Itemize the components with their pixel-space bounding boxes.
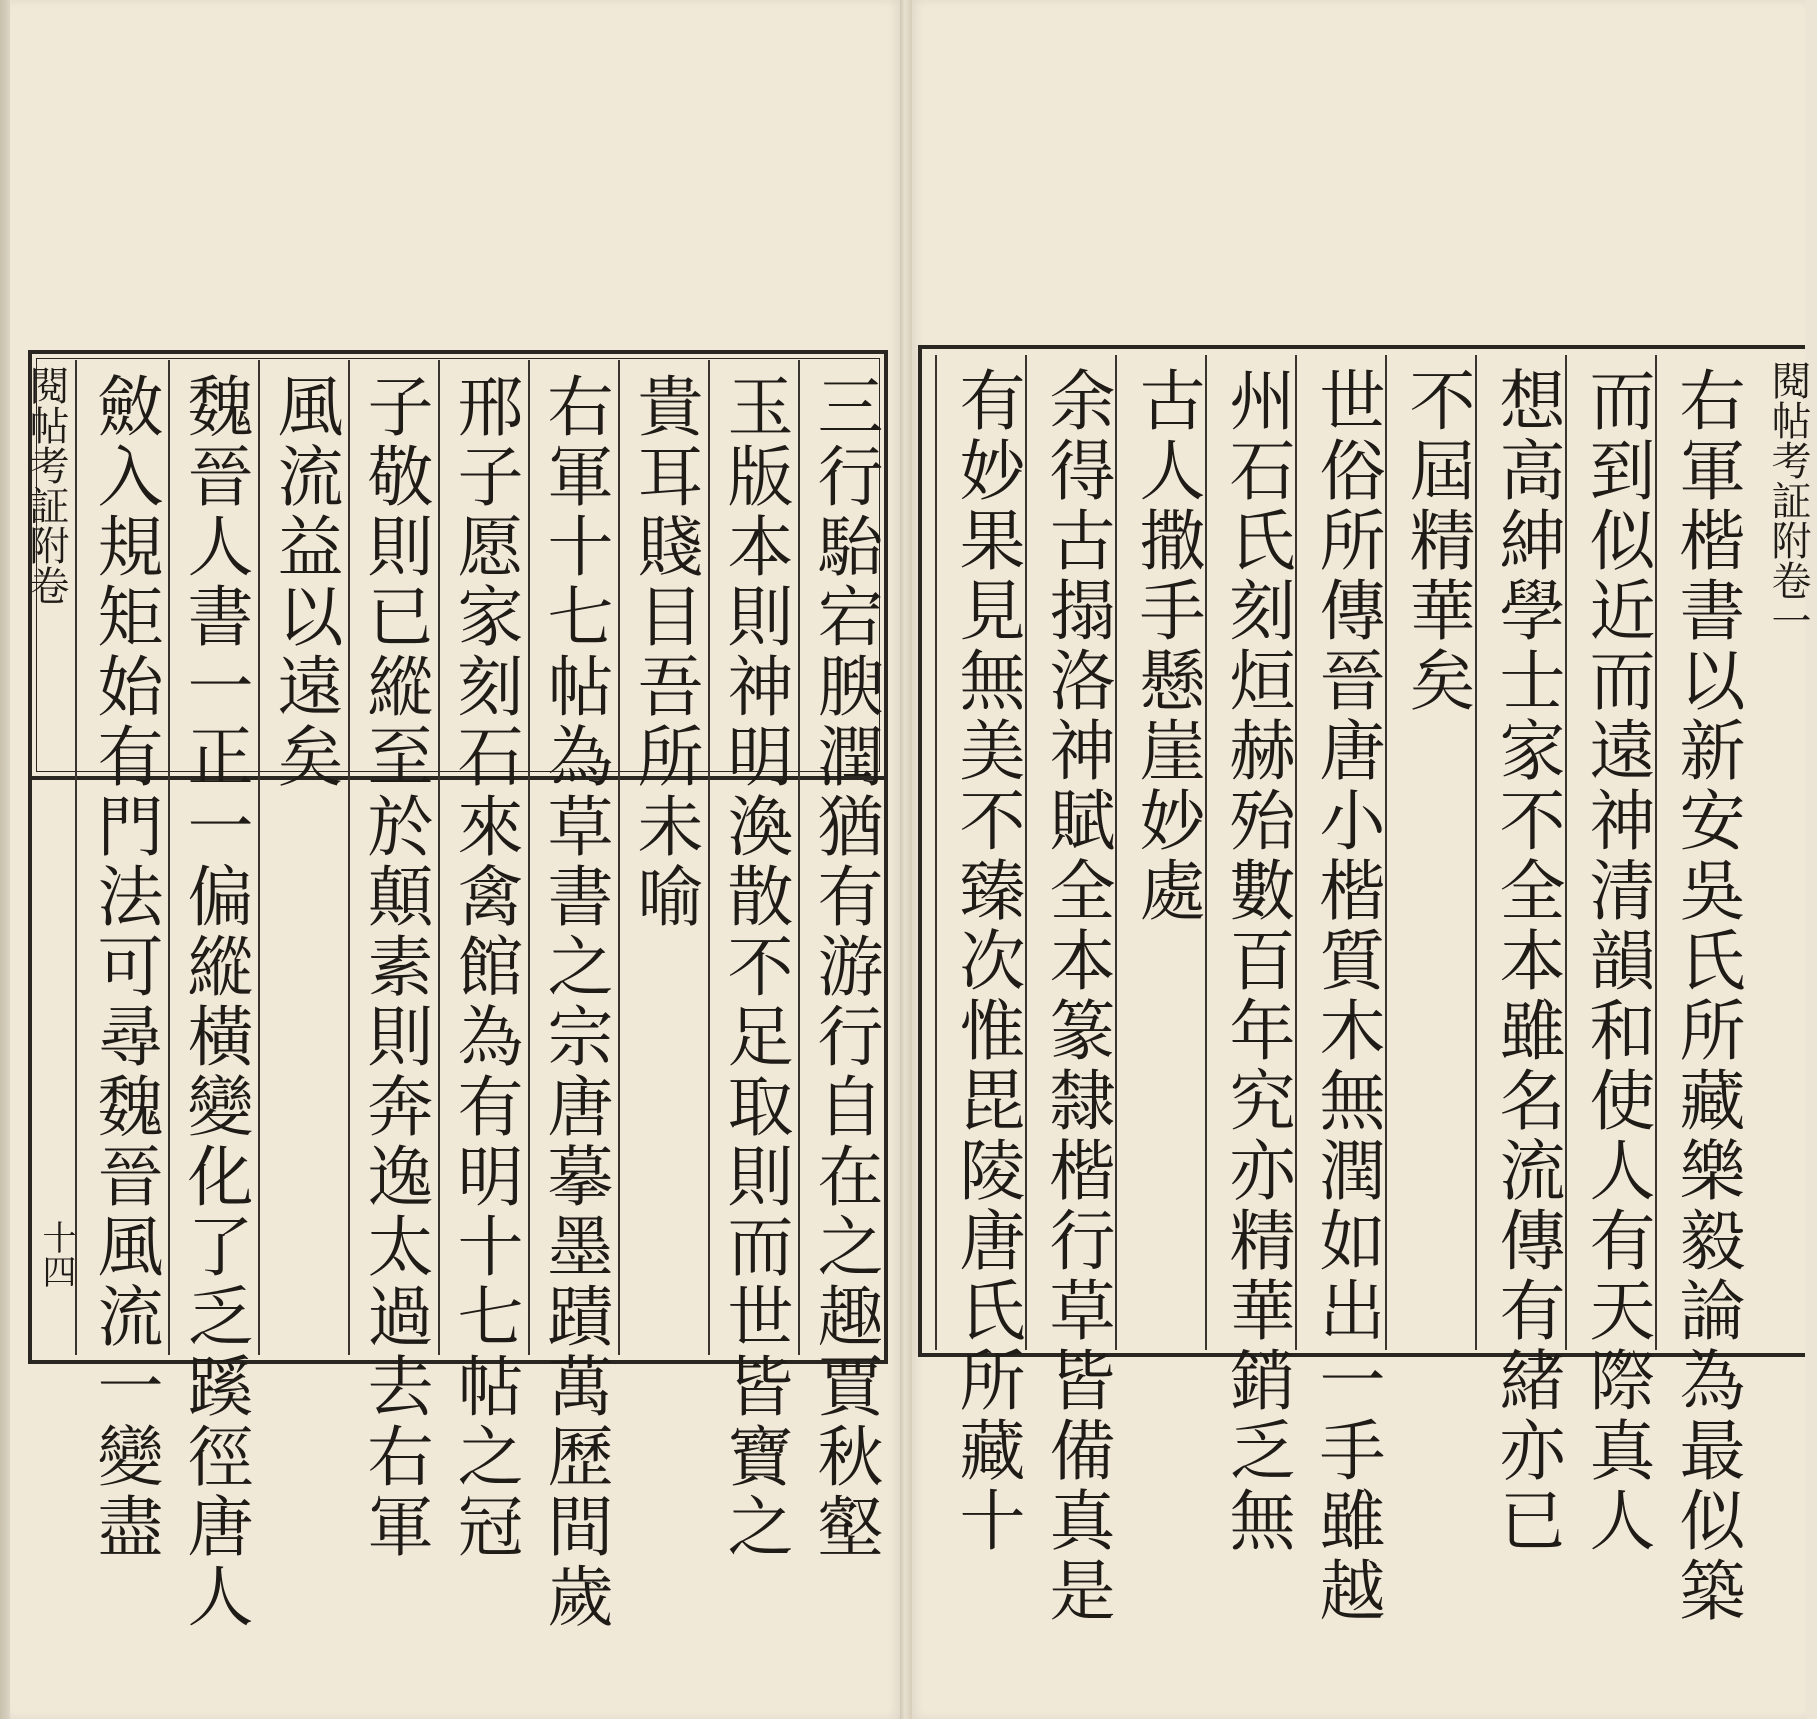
left-margin-title: 閱帖考証附卷 xyxy=(23,365,69,605)
text-column: 余得古搨洛神賦全本篆隸楷行草皆備真是 xyxy=(1038,366,1115,1626)
text-column: 想高紳學士家不全本雖名流傳有緒亦已 xyxy=(1488,366,1565,1556)
text-column: 不屆精華矣 xyxy=(1398,366,1475,716)
text-column: 斂入規矩始有門法可尋魏晉風流一變盡 xyxy=(86,372,163,1562)
column-rule xyxy=(935,355,937,1350)
text-column: 三行駘宕腴潤猶有游行自在之趣賈秋壑 xyxy=(806,372,883,1562)
text-column: 玉版本則神明渙散不足取則而世皆寶之 xyxy=(716,372,793,1562)
text-column: 子敬則已縱至於顛素則奔逸太過去右軍 xyxy=(356,372,433,1562)
text-column: 右軍十七帖為草書之宗唐摹墨蹟萬歷間歲 xyxy=(536,372,613,1632)
text-column: 邢子愿家刻石來禽館為有明十七帖之冠 xyxy=(446,372,523,1562)
text-column: 有妙果見無美不臻次惟毘陵唐氏所藏十 xyxy=(948,366,1025,1556)
column-rule xyxy=(75,360,77,1355)
text-column: 右軍楷書以新安吳氏所藏樂毅論為最似築 xyxy=(1668,366,1745,1626)
right-margin-title: 閱帖考証附卷一 xyxy=(1765,360,1811,640)
text-column: 世俗所傳晉唐小楷質木無潤如出一手雖越 xyxy=(1308,366,1385,1626)
text-column: 風流益以遠矣 xyxy=(266,372,343,792)
text-column: 魏晉人書一正一偏縱橫變化了乏蹊徑唐人 xyxy=(176,372,253,1632)
text-column: 貴耳賤目吾所未喻 xyxy=(626,372,703,932)
left-page-number: 十四 xyxy=(36,1220,76,1288)
text-column: 古人撒手懸崖妙處 xyxy=(1128,366,1205,926)
text-column: 而到似近而遠神清韻和使人有天際真人 xyxy=(1578,366,1655,1556)
book-gutter xyxy=(900,0,912,1719)
text-column: 州石氏刻烜赫殆數百年究亦精華銷乏無 xyxy=(1218,366,1295,1556)
